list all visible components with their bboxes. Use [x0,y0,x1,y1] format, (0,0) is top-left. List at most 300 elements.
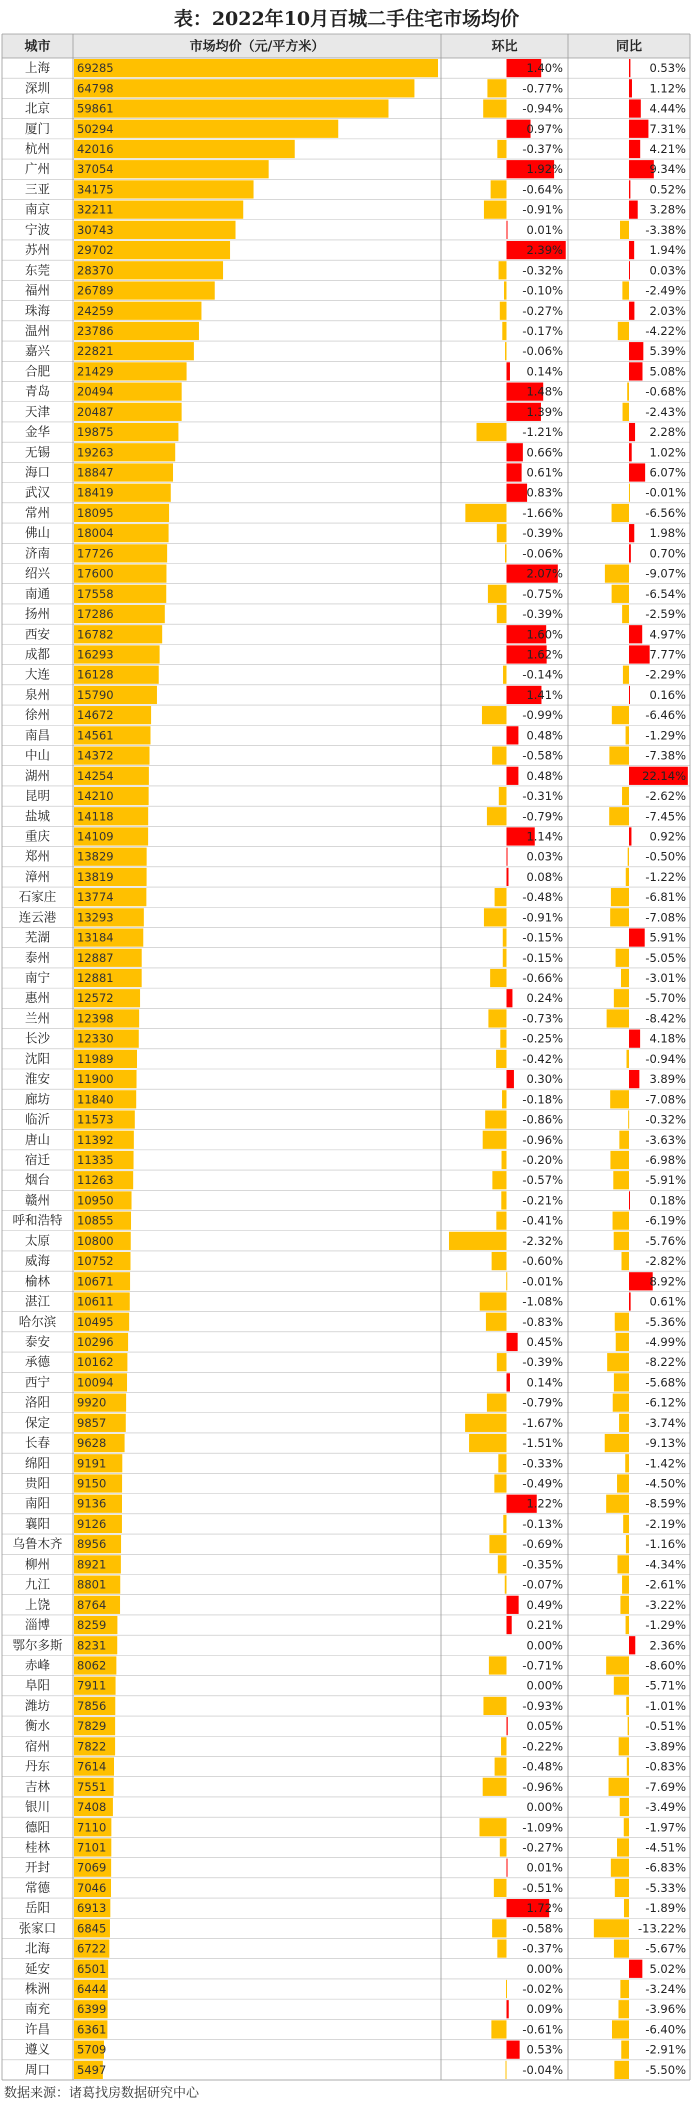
yoy-value: -1.29% [645,1618,686,1633]
price-value: 15790 [77,687,114,702]
yoy-value: -3.38% [645,222,686,237]
city-label: 襄阳 [24,1515,51,1531]
mom-value: -0.96% [522,1779,563,1794]
city-label: 鄂尔多斯 [12,1637,63,1653]
yoy-bar [610,1090,629,1108]
mom-bar [480,1292,507,1310]
mom-bar [487,1394,507,1412]
yoy-bar [611,1859,629,1877]
header-yoy: 同比 [615,39,643,55]
yoy-value: -4.99% [645,1334,686,1349]
yoy-bar [626,868,629,886]
yoy-value: -6.40% [645,2022,686,2037]
city-label: 遵义 [24,2041,51,2057]
mom-bar [506,2061,507,2079]
header-background [2,34,690,58]
yoy-value: -0.83% [645,1759,686,1774]
yoy-bar [618,2000,629,2018]
city-label: 张家口 [18,1920,57,1936]
price-value: 5497 [77,2062,107,2077]
city-label: 苏州 [24,242,51,258]
yoy-bar [616,1333,629,1351]
price-value: 14118 [77,809,114,824]
city-label: 深圳 [24,80,51,96]
mom-bar [497,140,506,158]
mom-value: -1.51% [522,1436,563,1451]
yoy-bar [620,221,629,239]
mom-value: -0.57% [522,1173,563,1188]
price-value: 6913 [77,1901,107,1916]
price-value: 14672 [77,708,114,723]
mom-value: -1.66% [522,505,563,520]
yoy-value: -6.19% [645,1213,686,1228]
mom-value: 0.01% [526,1860,563,1875]
city-label: 北京 [24,100,51,116]
mom-value: 2.39% [526,243,563,258]
yoy-value: 0.92% [649,829,686,844]
yoy-value: -3.01% [645,971,686,986]
mom-value: -0.27% [522,1840,563,1855]
yoy-bar [627,1757,629,1775]
mom-bar [494,1879,507,1897]
mom-bar [489,1656,507,1674]
yoy-bar [622,787,629,805]
price-value: 26789 [77,283,114,298]
price-value: 18095 [77,505,114,520]
yoy-bar [628,1110,629,1128]
mom-value: -0.69% [522,1537,563,1552]
price-value: 18004 [77,526,114,541]
yoy-bar [626,1697,629,1715]
mom-bar [503,949,507,967]
city-label: 宁波 [24,221,51,237]
price-bar [74,59,438,77]
yoy-value: -8.42% [645,1011,686,1026]
price-value: 9920 [77,1395,107,1410]
city-label: 绵阳 [24,1455,51,1471]
yoy-value: -5.33% [645,1880,686,1895]
price-value: 13184 [77,930,114,945]
city-label: 漳州 [24,868,51,884]
price-value: 10094 [77,1375,114,1390]
mom-bar [507,767,519,785]
yoy-value: -0.32% [645,1112,686,1127]
price-value: 10162 [77,1355,114,1370]
city-label: 昆明 [24,788,51,804]
mom-value: -0.66% [522,971,563,986]
mom-bar [507,848,508,866]
city-label: 绍兴 [24,565,51,581]
city-label: 烟台 [24,1172,51,1188]
yoy-bar [612,2020,629,2038]
yoy-value: -0.68% [645,384,686,399]
mom-bar [484,201,507,219]
yoy-value: 4.44% [649,101,686,116]
yoy-value: 0.52% [649,182,686,197]
yoy-bar [629,140,640,158]
city-label: 岳阳 [24,1900,51,1916]
mom-value: -2.32% [522,1233,563,1248]
yoy-value: -1.16% [645,1537,686,1552]
mom-value: -0.20% [522,1152,563,1167]
yoy-bar [622,1576,629,1594]
mom-bar [487,807,507,825]
mom-value: -0.42% [522,1051,563,1066]
mom-value: -0.37% [522,141,563,156]
city-label: 南京 [24,201,51,217]
city-label: 东莞 [24,262,51,278]
mom-bar [500,1838,507,1856]
mom-bar [497,524,507,542]
city-label: 郑州 [24,848,51,864]
price-value: 11989 [77,1051,114,1066]
price-value: 7046 [77,1880,107,1895]
price-value: 6501 [77,1961,107,1976]
price-value: 23786 [77,323,114,338]
yoy-value: -5.05% [645,950,686,965]
yoy-value: -5.50% [645,2062,686,2077]
yoy-bar [629,1030,640,1048]
mom-bar [507,1070,514,1088]
mom-value: -0.79% [522,1395,563,1410]
yoy-bar [615,1313,629,1331]
yoy-bar [614,1677,629,1695]
price-value: 6845 [77,1921,107,1936]
mom-value: -0.39% [522,1355,563,1370]
mom-bar [505,1576,507,1594]
mom-bar [498,1555,507,1573]
mom-value: -0.79% [522,809,563,824]
city-label: 嘉兴 [24,343,51,359]
mom-bar [507,463,522,481]
mom-value: -0.73% [522,1011,563,1026]
price-value: 34175 [77,182,114,197]
city-label: 淄博 [24,1617,51,1633]
price-value: 7911 [77,1678,107,1693]
mom-bar [499,787,507,805]
yoy-bar [618,322,629,340]
mom-value: -1.09% [522,1820,563,1835]
yoy-value: -4.51% [645,1840,686,1855]
mom-bar [497,1939,506,1957]
mom-value: -0.48% [522,1759,563,1774]
price-value: 11392 [77,1132,114,1147]
mom-value: 1.22% [526,1496,563,1511]
city-label: 沈阳 [24,1050,51,1066]
price-value: 9150 [77,1476,107,1491]
mom-bar [504,281,506,299]
price-value: 7829 [77,1719,107,1734]
price-value: 12887 [77,950,114,965]
mom-value: 1.39% [526,404,563,419]
yoy-value: -2.29% [645,667,686,682]
yoy-bar [629,79,632,97]
yoy-value: -5.76% [645,1233,686,1248]
price-value: 7069 [77,1860,107,1875]
mom-bar [495,1757,507,1775]
yoy-value: -7.38% [645,748,686,763]
city-label: 惠州 [24,990,51,1006]
yoy-value: -2.91% [645,2042,686,2057]
price-value: 11573 [77,1112,114,1127]
yoy-value: -3.49% [645,1800,686,1815]
yoy-value: -5.67% [645,1941,686,1956]
price-value: 9126 [77,1516,107,1531]
mom-bar [498,1454,506,1472]
mom-value: -0.83% [522,1314,563,1329]
price-value: 10855 [77,1213,114,1228]
yoy-bar [629,524,634,542]
city-label: 洛阳 [24,1394,51,1410]
mom-value: -0.58% [522,748,563,763]
mom-bar [492,746,506,764]
price-value: 18847 [77,465,114,480]
mom-value: -0.51% [522,1880,563,1895]
yoy-value: 0.70% [649,546,686,561]
mom-value: -0.07% [522,1577,563,1592]
city-label: 武汉 [24,484,51,500]
yoy-bar [623,666,629,684]
mom-bar [507,1596,519,1614]
city-label: 盐城 [24,808,51,824]
city-label: 天津 [24,403,51,419]
yoy-bar [607,1009,629,1027]
price-value: 13774 [77,890,114,905]
mom-bar [465,1414,506,1432]
city-label: 阜阳 [24,1677,51,1693]
header-city: 城市 [24,39,51,55]
yoy-value: -3.63% [645,1132,686,1147]
price-value: 8259 [77,1618,107,1633]
mom-value: 0.09% [526,2002,563,2017]
yoy-value: -9.13% [645,1436,686,1451]
yoy-value: 5.02% [649,1961,686,1976]
yoy-bar [623,1515,629,1533]
price-value: 14561 [77,728,114,743]
yoy-bar [615,1879,629,1897]
yoy-bar [629,342,643,360]
city-label: 扬州 [24,606,51,622]
mom-value: -0.01% [522,1274,563,1289]
price-value: 17558 [77,586,114,601]
mom-bar [507,726,519,744]
mom-value: -0.21% [522,1193,563,1208]
yoy-value: -7.08% [645,910,686,925]
yoy-value: -0.50% [645,849,686,864]
city-label: 西安 [24,626,51,642]
price-value: 16782 [77,627,114,642]
yoy-value: -3.22% [645,1597,686,1612]
city-label: 赤峰 [24,1657,51,1673]
mom-bar [507,1333,518,1351]
price-value: 13829 [77,849,114,864]
mom-value: 0.05% [526,1719,563,1734]
yoy-value: 1.12% [649,81,686,96]
city-label: 徐州 [24,707,51,723]
yoy-bar [629,241,634,259]
mom-bar [496,1212,506,1230]
price-value: 59861 [77,101,114,116]
mom-bar [507,989,513,1007]
yoy-bar [629,423,635,441]
mom-value: 2.07% [526,566,563,581]
city-label: 杭州 [24,140,51,156]
price-value: 7110 [77,1820,107,1835]
yoy-value: 5.39% [649,344,686,359]
mom-value: 0.83% [526,485,563,500]
yoy-bar [619,1414,629,1432]
city-label: 吉林 [24,1778,51,1794]
price-value: 64798 [77,81,114,96]
mom-value: 0.66% [526,445,563,460]
city-label: 广州 [24,161,51,177]
mom-value: -1.21% [522,425,563,440]
mom-bar [507,868,509,886]
mom-value: 0.14% [526,364,563,379]
yoy-bar [627,1050,629,1068]
yoy-bar [622,281,629,299]
mom-value: 0.08% [526,869,563,884]
mom-bar [507,484,528,502]
yoy-bar [606,1495,629,1513]
mom-value: -0.27% [522,303,563,318]
mom-value: -0.37% [522,1941,563,1956]
city-label: 九江 [24,1576,51,1592]
yoy-value: -8.59% [645,1496,686,1511]
price-value: 13293 [77,910,114,925]
city-label: 中山 [24,747,51,763]
price-value: 12881 [77,971,114,986]
yoy-value: -8.22% [645,1355,686,1370]
city-label: 泰州 [24,949,51,965]
city-label: 德阳 [24,1819,51,1835]
price-value: 16293 [77,647,114,662]
yoy-bar [616,949,629,967]
yoy-value: 0.53% [649,61,686,76]
yoy-value: -0.51% [645,1719,686,1734]
city-label: 石家庄 [18,889,57,905]
price-value: 14109 [77,829,114,844]
city-label: 唐山 [24,1131,51,1147]
mom-value: 0.14% [526,1375,563,1390]
yoy-bar [607,1353,629,1371]
city-label: 贵阳 [24,1475,51,1491]
price-value: 7408 [77,1800,107,1815]
mom-bar [507,221,508,239]
mom-bar [500,1030,506,1048]
city-label: 宿州 [24,1738,51,1754]
price-value: 14372 [77,748,114,763]
mom-value: -0.71% [522,1658,563,1673]
mom-bar [507,1859,508,1877]
yoy-value: -1.29% [645,728,686,743]
price-value: 16128 [77,667,114,682]
mom-bar [505,342,506,360]
mom-value: -1.08% [522,1294,563,1309]
city-label: 榆林 [24,1273,51,1289]
yoy-bar [626,726,629,744]
price-value: 19875 [77,425,114,440]
mom-value: -1.67% [522,1415,563,1430]
mom-bar [506,1980,507,1998]
yoy-value: 2.03% [649,303,686,318]
mom-value: 0.01% [526,222,563,237]
yoy-bar [629,443,632,461]
mom-value: -0.02% [522,1982,563,1997]
yoy-value: 0.16% [649,687,686,702]
price-value: 10752 [77,1254,114,1269]
yoy-value: 4.18% [649,1031,686,1046]
yoy-bar [621,2041,629,2059]
mom-bar [501,1737,506,1755]
yoy-value: -1.01% [645,1698,686,1713]
price-value: 7551 [77,1779,107,1794]
city-label: 北海 [24,1940,51,1956]
mom-bar [507,2000,509,2018]
city-label: 银川 [24,1799,51,1815]
yoy-bar [625,1454,629,1472]
mom-bar [500,302,507,320]
city-label: 三亚 [24,181,51,197]
yoy-value: 9.34% [649,162,686,177]
mom-value: 0.61% [526,465,563,480]
yoy-bar [609,746,629,764]
city-label: 哈尔滨 [18,1313,57,1329]
yoy-value: -2.49% [645,283,686,298]
mom-bar [502,1090,506,1108]
yoy-bar [613,1394,629,1412]
yoy-bar [617,1555,629,1573]
city-label: 兰州 [24,1010,51,1026]
yoy-value: 4.21% [649,141,686,156]
yoy-value: -1.97% [645,1820,686,1835]
price-value: 14254 [77,768,114,783]
yoy-bar [617,1474,629,1492]
price-value: 20494 [77,384,114,399]
mom-bar [479,1818,506,1836]
mom-bar [507,2041,520,2059]
yoy-bar [611,888,629,906]
price-value: 8921 [77,1557,107,1572]
mom-value: 0.45% [526,1334,563,1349]
price-value: 11335 [77,1152,114,1167]
yoy-value: -3.24% [645,1982,686,1997]
price-value: 8956 [77,1537,107,1552]
yoy-value: -2.43% [645,404,686,419]
mom-bar [489,1535,506,1553]
yoy-value: -2.82% [645,1254,686,1269]
mom-value: -0.10% [522,283,563,298]
mom-bar [507,362,510,380]
yoy-bar [621,969,629,987]
yoy-value: -0.94% [645,1051,686,1066]
yoy-bar [622,1252,629,1270]
mom-value: 1.40% [526,61,563,76]
mom-bar [507,1616,512,1634]
mom-value: -0.15% [522,950,563,965]
mom-value: 0.30% [526,1072,563,1087]
city-label: 无锡 [24,444,51,460]
yoy-bar [614,1373,629,1391]
city-label: 济南 [24,545,51,561]
price-value: 20487 [77,404,114,419]
yoy-value: -6.81% [645,890,686,905]
city-label: 威海 [24,1253,51,1269]
yoy-value: -6.54% [645,586,686,601]
yoy-value: 3.28% [649,202,686,217]
yoy-value: -6.83% [645,1860,686,1875]
price-value: 18419 [77,485,114,500]
